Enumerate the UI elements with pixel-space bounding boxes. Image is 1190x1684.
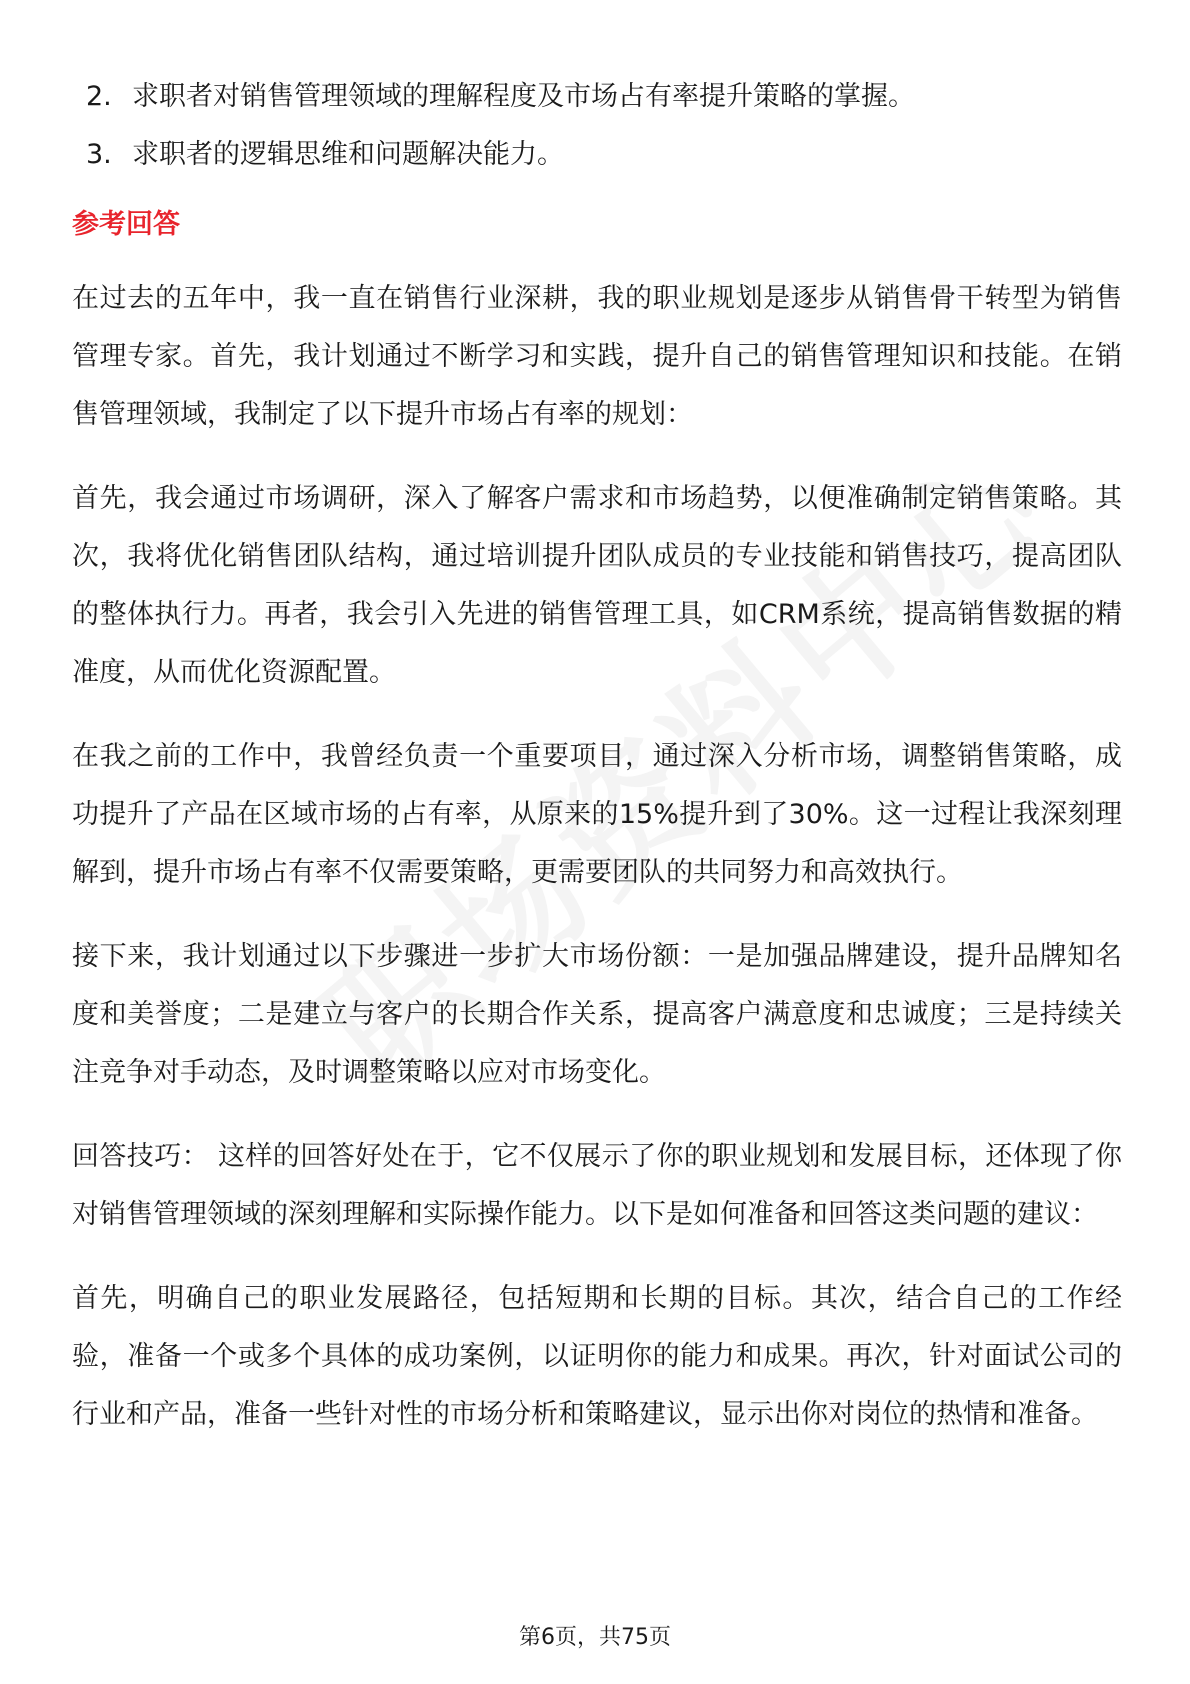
paragraph: 回答技巧： 这样的回答好处在于，它不仅展示了你的职业规划和发展目标，还体现了你对销售管理领域的深刻理解和实际操作能力。以下是如何准备和回答这类问题的建议：: [72, 1141, 1122, 1230]
page-number: 第6页，共75页: [519, 1625, 671, 1650]
paragraph: 接下来，我计划通过以下步骤进一步扩大市场份额：一是加强品牌建设，提升品牌知名度和美誉度；二是建立与客户的长期合作关系，提高客户满意度和忠诚度；三是持续关注竞争对手动态，及时调整策略以应对市场变化。: [72, 941, 1122, 1088]
page-content: [72, 68, 1122, 1444]
list-item-text: 求职者的逻辑思维和问题解决能力。: [132, 139, 564, 170]
list-item-number: 3.: [86, 139, 112, 170]
list-item-text: 求职者对销售管理领域的理解程度及市场占有率提升策略的掌握。: [132, 81, 915, 112]
list-item: [72, 68, 1122, 126]
section-heading: 参考回答: [72, 209, 180, 240]
paragraph: 在我之前的工作中，我曾经负责一个重要项目，通过深入分析市场，调整销售策略，成功提升了产品在区域市场的占有率，从原来的15%提升到了30%。这一过程让我深刻理解到，提升市场占有率不仅需要策略，更需要团队的共同努力和高效执行。: [72, 741, 1122, 888]
list-item-number: 2.: [86, 81, 112, 112]
list-item: [72, 126, 1122, 184]
criteria-list: [72, 68, 1122, 184]
paragraph: 首先，我会通过市场调研，深入了解客户需求和市场趋势，以便准确制定销售策略。其次，我将优化销售团队结构，通过培训提升团队成员的专业技能和销售技巧，提高团队的整体执行力。再者，我会引入先进的销售管理工具，如CRM系统，提高销售数据的精准度，从而优化资源配置。: [72, 483, 1122, 688]
paragraph: 首先，明确自己的职业发展路径，包括短期和长期的目标。其次，结合自己的工作经验，准备一个或多个具体的成功案例，以证明你的能力和成果。再次，针对面试公司的行业和产品，准备一些针对性的市场分析和策略建议，显示出你对岗位的热情和准备。: [72, 1283, 1122, 1430]
paragraph: 在过去的五年中，我一直在销售行业深耕，我的职业规划是逐步从销售骨干转型为销售管理专家。首先，我计划通过不断学习和实践，提升自己的销售管理知识和技能。在销售管理领域，我制定了以下提升市场占有率的规划：: [72, 283, 1122, 430]
